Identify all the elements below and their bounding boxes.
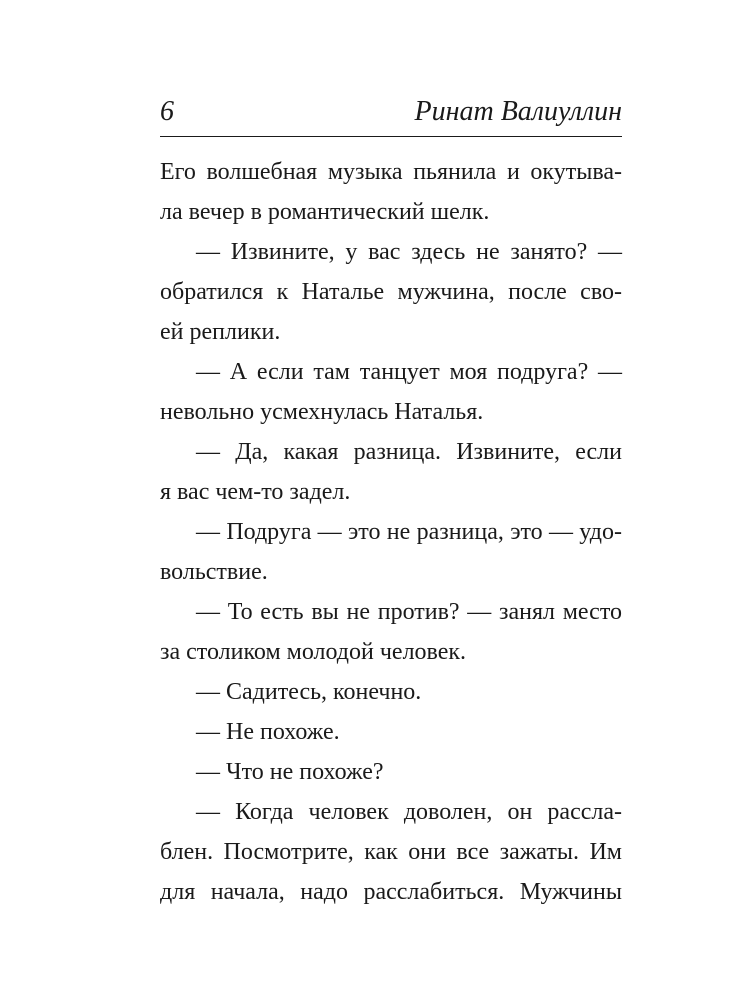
text-line: — А если там танцует моя подруга? — [196, 359, 622, 385]
running-head-author: Ринат Валиуллин [414, 96, 622, 127]
text-line: я вас чем-то задел. [160, 479, 351, 505]
page-header [160, 92, 622, 136]
text-line: — Извините, у вас здесь не занято? — [196, 239, 622, 265]
body-text [160, 152, 622, 912]
text-line: блен. Посмотрите, как они все зажаты. Им [160, 839, 622, 865]
text-line: — Садитесь, конечно. [196, 679, 422, 705]
text-line: — Когда человек доволен, он рассла- [196, 799, 622, 825]
text-line: ла вечер в романтический шелк. [160, 199, 490, 225]
text-line: вольствие. [160, 559, 268, 585]
text-line: ей реплики. [160, 319, 281, 345]
text-line: обратился к Наталье мужчина, после сво- [160, 279, 622, 305]
text-line: — Что не похоже? [196, 759, 384, 785]
text-line: — Да, какая разница. Извините, если [196, 439, 622, 465]
text-line: — То есть вы не против? — занял место [196, 599, 622, 625]
text-line: за столиком молодой человек. [160, 639, 467, 665]
text-line: невольно усмехнулась Наталья. [160, 399, 484, 425]
text-line: — Подруга — это не разница, это — удо- [196, 519, 622, 545]
text-line: Его волшебная музыка пьянила и окутыва- [160, 159, 622, 185]
page-number: 6 [160, 96, 174, 127]
text-line: для начала, надо расслабиться. Мужчины [160, 879, 622, 905]
text-line: — Не похоже. [196, 719, 340, 745]
header-rule [160, 136, 622, 137]
